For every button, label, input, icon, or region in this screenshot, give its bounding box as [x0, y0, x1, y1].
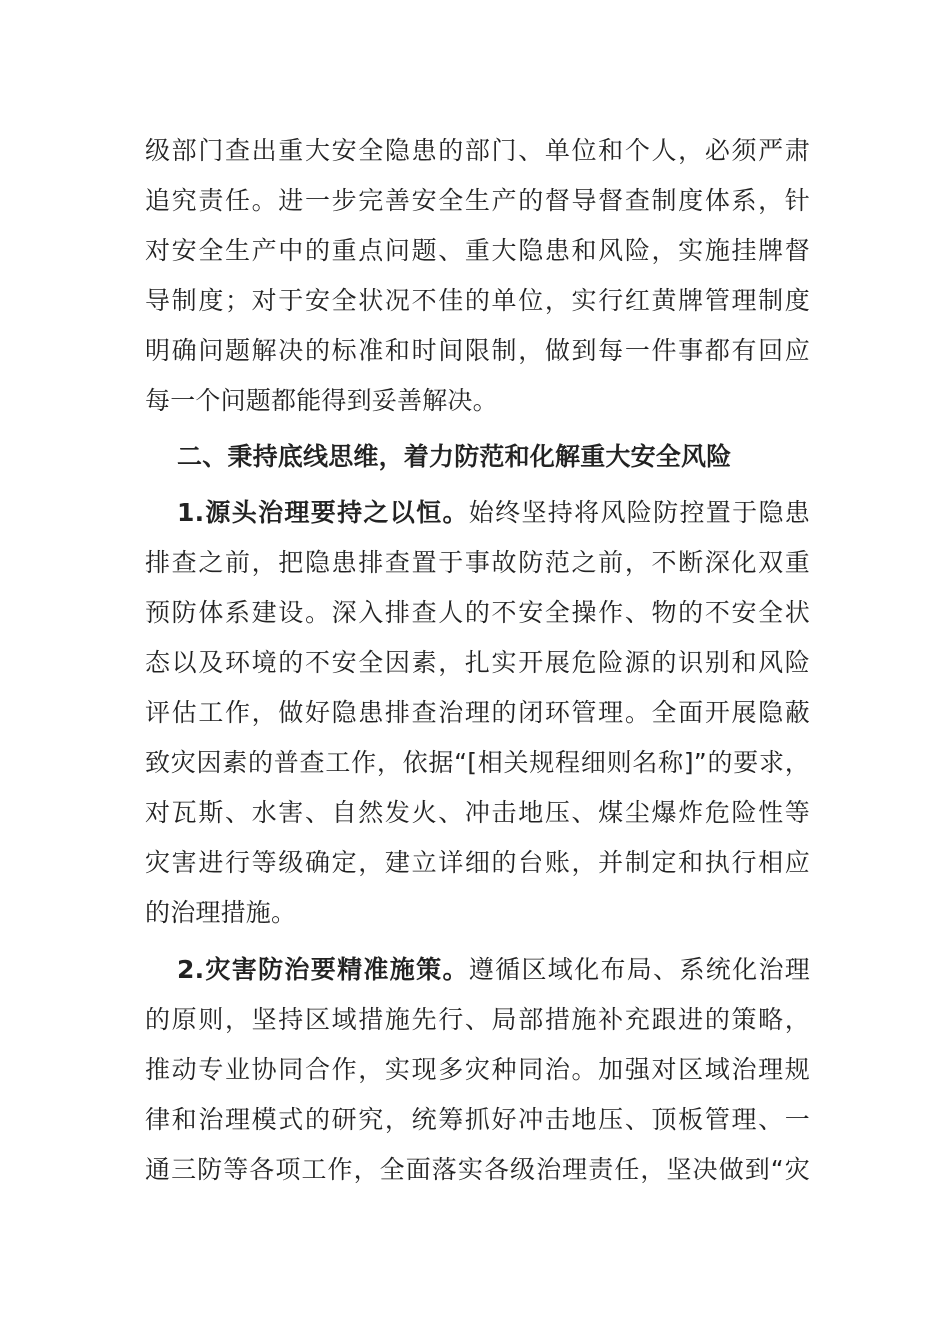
text-line: 明确问题解决的标准和时间限制，做到每一件事都有回应	[145, 336, 810, 365]
paragraph-source-governance	[145, 488, 810, 938]
text-line: 每一个问题都能得到妥善解决。	[145, 386, 498, 415]
text-line: 级部门查出重大安全隐患的部门、单位和个人，必须严肃	[145, 136, 810, 165]
item-title: 1.源头治理要持之以恒。	[177, 498, 469, 527]
item-title: 2.灾害防治要精准施策。	[177, 955, 469, 984]
text-line: 预防体系建设。深入排查人的不安全操作、物的不安全状	[145, 598, 810, 627]
text-line: 态以及环境的不安全因素，扎实开展危险源的识别和风险	[145, 648, 810, 677]
text-line: 通三防等各项工作，全面落实各级治理责任，坚决做到“灾	[145, 1155, 810, 1184]
item-first-line-text: 遵循区域化布局、系统化治理	[468, 955, 810, 984]
text-line: 对瓦斯、水害、自然发火、冲击地压、煤尘爆炸危险性等	[145, 798, 810, 827]
item-first-line-text: 始终坚持将风险防控置于隐患	[468, 498, 810, 527]
section-heading-block	[145, 432, 810, 482]
text-line: 律和治理模式的研究，统筹抓好冲击地压、顶板管理、一	[145, 1105, 810, 1134]
text-line: 对安全生产中的重点问题、重大隐患和风险，实施挂牌督	[145, 236, 810, 265]
text-line: 灾害进行等级确定，建立详细的台账，并制定和执行相应	[145, 848, 810, 877]
section-heading: 二、秉持底线思维，着力防范和化解重大安全风险	[177, 442, 732, 471]
text-line-first	[145, 945, 810, 995]
text-line: 导制度；对于安全状况不佳的单位，实行红黄牌管理制度	[145, 286, 810, 315]
text-line: 推动专业协同合作，实现多灾种同治。加强对区域治理规	[145, 1055, 810, 1084]
paragraph-disaster-prevention	[145, 945, 810, 1195]
text-line: 的治理措施。	[145, 898, 297, 927]
text-line: 追究责任。进一步完善安全生产的督导督查制度体系，针	[145, 186, 810, 215]
paragraph-responsibility	[145, 126, 810, 426]
text-line: 评估工作，做好隐患排查治理的闭环管理。全面开展隐蔽	[145, 698, 810, 727]
text-line-first	[145, 488, 810, 538]
text-line: 的原则，坚持区域措施先行、局部措施补充跟进的策略，	[145, 1005, 810, 1034]
text-line: 排查之前，把隐患排查置于事故防范之前，不断深化双重	[145, 548, 810, 577]
text-line: 致灾因素的普查工作，依据“[相关规程细则名称]”的要求，	[145, 748, 810, 777]
